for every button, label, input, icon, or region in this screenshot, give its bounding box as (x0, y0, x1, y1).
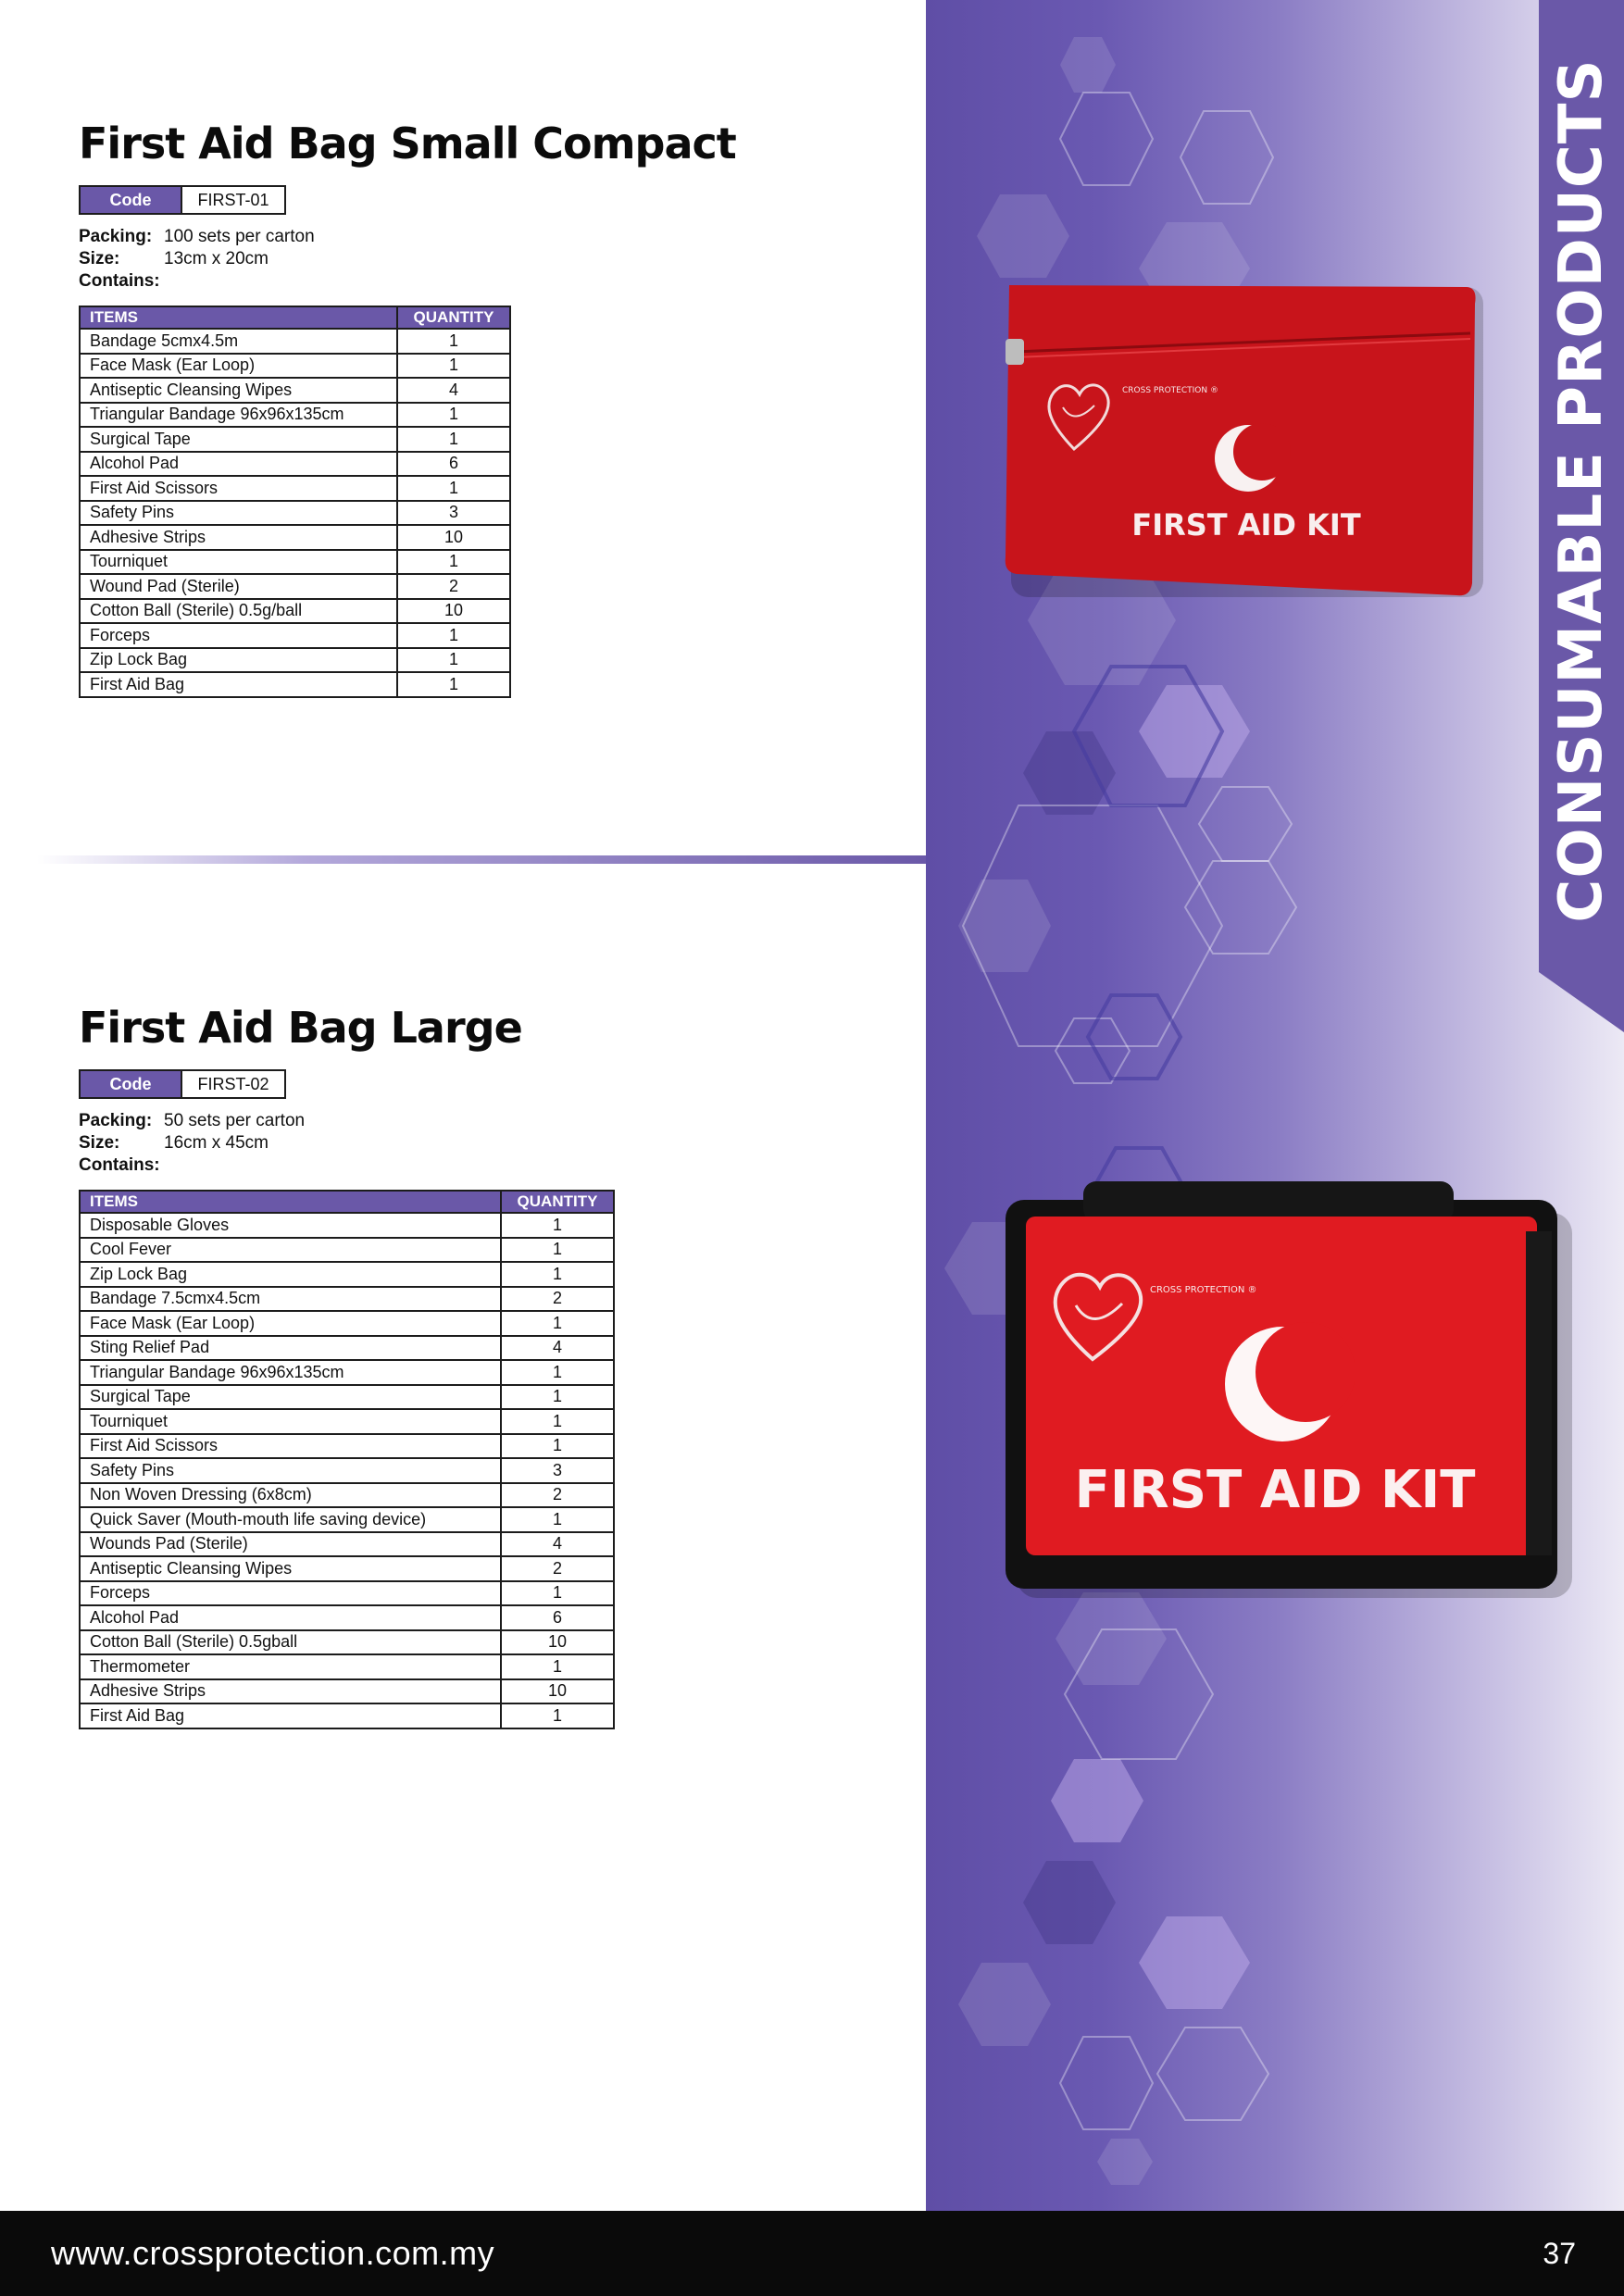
product-code-row (79, 1069, 615, 1099)
packing-value: 50 sets per carton (164, 1111, 306, 1130)
item-name-cell: Triangular Bandage 96x96x135cm (80, 403, 397, 428)
table-row (80, 403, 510, 428)
item-quantity-cell: 1 (501, 1434, 614, 1459)
item-quantity-cell: 3 (397, 501, 510, 526)
table-row (80, 525, 510, 550)
item-name-cell: Wound Pad (Sterile) (80, 574, 397, 599)
table-row (80, 623, 510, 648)
item-name-cell: Wounds Pad (Sterile) (80, 1532, 501, 1557)
item-quantity-cell: 1 (397, 672, 510, 697)
size-row (79, 248, 736, 270)
item-quantity-cell: 6 (501, 1605, 614, 1630)
item-name-cell: Face Mask (Ear Loop) (80, 354, 397, 379)
product-section-small (79, 119, 736, 698)
table-header-row (80, 1191, 614, 1213)
item-name-cell: Forceps (80, 1581, 501, 1606)
decorative-background (926, 0, 1624, 2211)
item-name-cell: Zip Lock Bag (80, 648, 397, 673)
table-row (80, 501, 510, 526)
size-value: 13cm x 20cm (164, 249, 269, 268)
table-row (80, 1630, 614, 1655)
item-quantity-cell: 4 (501, 1532, 614, 1557)
item-name-cell: Surgical Tape (80, 1385, 501, 1410)
item-quantity-cell: 1 (397, 354, 510, 379)
section-divider (37, 855, 926, 864)
item-name-cell: Triangular Bandage 96x96x135cm (80, 1360, 501, 1385)
code-value: FIRST-02 (182, 1069, 286, 1099)
table-header-row (80, 306, 510, 329)
item-quantity-cell: 2 (501, 1483, 614, 1508)
table-row (80, 1213, 614, 1238)
item-quantity-cell: 10 (397, 599, 510, 624)
item-quantity-cell: 1 (501, 1238, 614, 1263)
table-row (80, 1360, 614, 1385)
page-footer (0, 2211, 1624, 2296)
item-name-cell: Antiseptic Cleansing Wipes (80, 378, 397, 403)
item-quantity-cell: 3 (501, 1458, 614, 1483)
large-bag-image (1000, 1176, 1574, 1602)
item-quantity-cell: 10 (501, 1630, 614, 1655)
packing-row (79, 226, 736, 248)
item-name-cell: Forceps (80, 623, 397, 648)
table-row (80, 599, 510, 624)
contents-table (79, 1190, 615, 1729)
packing-label: Packing: (79, 227, 153, 246)
items-column-header: ITEMS (80, 306, 397, 329)
quantity-column-header: QUANTITY (397, 306, 510, 329)
table-row (80, 427, 510, 452)
product-title: First Aid Bag Large (79, 1003, 522, 1053)
item-quantity-cell: 1 (397, 476, 510, 501)
product-code-row (79, 185, 736, 215)
product-section-large (79, 1003, 615, 1729)
items-column-header: ITEMS (80, 1191, 501, 1213)
code-label: Code (79, 1069, 182, 1099)
product-specs (79, 1110, 615, 1177)
small-bag-image (998, 278, 1489, 611)
item-quantity-cell: 1 (501, 1409, 614, 1434)
contains-label: Contains: (79, 271, 160, 291)
table-row (80, 1287, 614, 1312)
item-quantity-cell: 2 (501, 1287, 614, 1312)
size-label: Size: (79, 249, 120, 268)
item-quantity-cell: 1 (501, 1703, 614, 1728)
item-name-cell: Quick Saver (Mouth-mouth life saving device) (80, 1507, 501, 1532)
item-name-cell: Cool Fever (80, 1238, 501, 1263)
item-quantity-cell: 1 (501, 1654, 614, 1679)
contains-row (79, 1154, 615, 1177)
packing-value: 100 sets per carton (164, 227, 315, 246)
item-name-cell: Alcohol Pad (80, 452, 397, 477)
table-row (80, 1262, 614, 1287)
table-row (80, 1556, 614, 1581)
item-quantity-cell: 2 (501, 1556, 614, 1581)
table-row (80, 1679, 614, 1704)
item-quantity-cell: 1 (397, 648, 510, 673)
item-quantity-cell: 4 (397, 378, 510, 403)
table-row (80, 1385, 614, 1410)
contents-table (79, 306, 511, 698)
table-row (80, 476, 510, 501)
quantity-column-header: QUANTITY (501, 1191, 614, 1213)
table-row (80, 452, 510, 477)
table-row (80, 1532, 614, 1557)
item-quantity-cell: 10 (501, 1679, 614, 1704)
code-label: Code (79, 185, 182, 215)
table-row (80, 1483, 614, 1508)
table-row (80, 1507, 614, 1532)
page-number: 37 (1543, 2236, 1576, 2270)
table-row (80, 1311, 614, 1336)
size-value: 16cm x 45cm (164, 1133, 269, 1153)
item-name-cell: Non Woven Dressing (6x8cm) (80, 1483, 501, 1508)
item-name-cell: Tourniquet (80, 1409, 501, 1434)
table-row (80, 354, 510, 379)
table-row (80, 329, 510, 354)
table-row (80, 1703, 614, 1728)
table-row (80, 1605, 614, 1630)
item-quantity-cell: 1 (501, 1581, 614, 1606)
item-name-cell: Safety Pins (80, 1458, 501, 1483)
item-name-cell: Alcohol Pad (80, 1605, 501, 1630)
item-quantity-cell: 1 (501, 1213, 614, 1238)
size-label: Size: (79, 1133, 120, 1153)
item-name-cell: Disposable Gloves (80, 1213, 501, 1238)
table-row (80, 1238, 614, 1263)
code-value: FIRST-01 (182, 185, 286, 215)
item-name-cell: Zip Lock Bag (80, 1262, 501, 1287)
item-name-cell: First Aid Bag (80, 672, 397, 697)
item-quantity-cell: 1 (501, 1385, 614, 1410)
table-row (80, 1336, 614, 1361)
product-title: First Aid Bag Small Compact (79, 119, 736, 168)
item-name-cell: Bandage 5cmx4.5m (80, 329, 397, 354)
item-name-cell: Antiseptic Cleansing Wipes (80, 1556, 501, 1581)
bag-brand-label: CROSS PROTECTION ® (1150, 1285, 1257, 1295)
item-quantity-cell: 2 (397, 574, 510, 599)
table-row (80, 1581, 614, 1606)
contains-row (79, 270, 736, 293)
bag-brand-label: CROSS PROTECTION ® (1122, 386, 1218, 395)
item-name-cell: First Aid Scissors (80, 476, 397, 501)
bag-kit-label: FIRST AID KIT (1074, 1460, 1476, 1520)
item-name-cell: Adhesive Strips (80, 1679, 501, 1704)
table-row (80, 1434, 614, 1459)
table-row (80, 378, 510, 403)
item-name-cell: Surgical Tape (80, 427, 397, 452)
website-link[interactable]: www.crossprotection.com.my (51, 2234, 495, 2272)
item-name-cell: First Aid Scissors (80, 1434, 501, 1459)
item-quantity-cell: 1 (501, 1311, 614, 1336)
item-name-cell: Safety Pins (80, 501, 397, 526)
item-quantity-cell: 1 (501, 1507, 614, 1532)
item-name-cell: Bandage 7.5cmx4.5cm (80, 1287, 501, 1312)
size-row (79, 1132, 615, 1154)
item-name-cell: Adhesive Strips (80, 525, 397, 550)
item-name-cell: Tourniquet (80, 550, 397, 575)
item-quantity-cell: 1 (397, 403, 510, 428)
item-quantity-cell: 1 (397, 550, 510, 575)
item-name-cell: Face Mask (Ear Loop) (80, 1311, 501, 1336)
item-name-cell: Thermometer (80, 1654, 501, 1679)
table-row (80, 1654, 614, 1679)
contains-label: Contains: (79, 1155, 160, 1175)
item-quantity-cell: 1 (397, 623, 510, 648)
table-row (80, 1458, 614, 1483)
item-quantity-cell: 10 (397, 525, 510, 550)
item-quantity-cell: 1 (501, 1262, 614, 1287)
item-name-cell: Cotton Ball (Sterile) 0.5g/ball (80, 599, 397, 624)
item-name-cell: First Aid Bag (80, 1703, 501, 1728)
item-quantity-cell: 4 (501, 1336, 614, 1361)
product-specs (79, 226, 736, 293)
item-quantity-cell: 1 (397, 329, 510, 354)
table-row (80, 648, 510, 673)
table-row (80, 1409, 614, 1434)
item-name-cell: Sting Relief Pad (80, 1336, 501, 1361)
table-row (80, 574, 510, 599)
table-row (80, 672, 510, 697)
item-quantity-cell: 1 (501, 1360, 614, 1385)
table-row (80, 550, 510, 575)
category-banner-label: CONSUMABLE PRODUCTS (1547, 58, 1616, 923)
item-quantity-cell: 6 (397, 452, 510, 477)
bag-kit-label: FIRST AID KIT (1131, 507, 1361, 543)
item-name-cell: Cotton Ball (Sterile) 0.5gball (80, 1630, 501, 1655)
packing-row (79, 1110, 615, 1132)
packing-label: Packing: (79, 1111, 153, 1130)
item-quantity-cell: 1 (397, 427, 510, 452)
